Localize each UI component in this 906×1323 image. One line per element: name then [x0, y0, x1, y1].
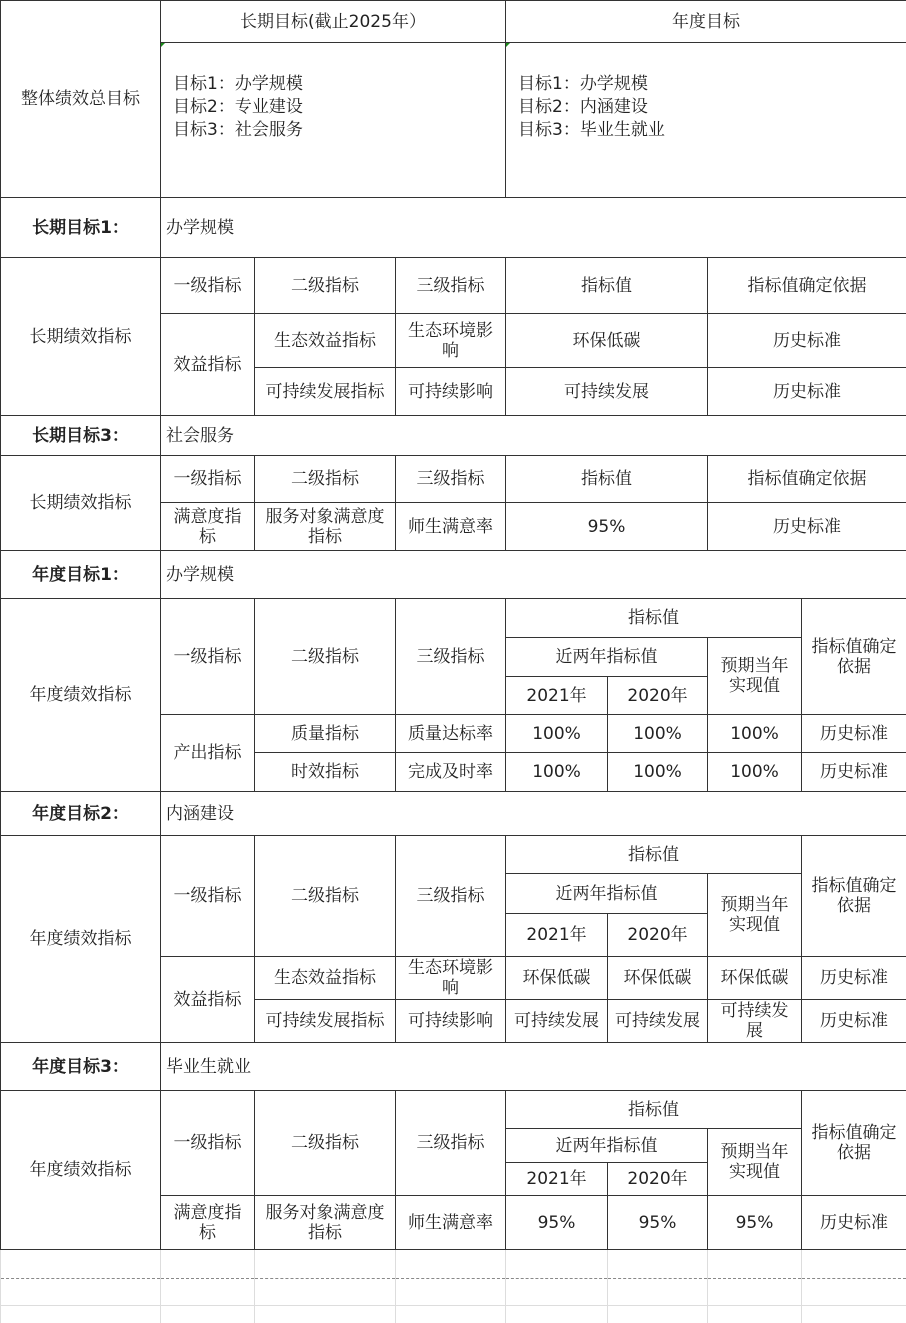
header-basis[interactable]: 指标值确定依据 — [708, 456, 906, 503]
header-level2[interactable]: 二级指标 — [255, 836, 396, 957]
level3-cell[interactable]: 可持续影响 — [396, 1000, 506, 1043]
annual-indicators-label[interactable]: 年度绩效指标 — [1, 836, 161, 1043]
header-level3[interactable]: 三级指标 — [396, 599, 506, 715]
empty-row — [1, 1250, 906, 1279]
header-level2[interactable]: 二级指标 — [255, 258, 396, 314]
empty-cell[interactable] — [396, 1306, 506, 1323]
level2-cell[interactable]: 服务对象满意度指标 — [255, 1196, 396, 1250]
header-expected[interactable]: 预期当年实现值 — [708, 638, 802, 715]
empty-cell[interactable] — [396, 1250, 506, 1279]
header-basis[interactable]: 指标值确定依据 — [802, 1091, 906, 1196]
header-expected[interactable]: 预期当年实现值 — [708, 874, 802, 957]
level2-cell[interactable]: 时效指标 — [255, 753, 396, 792]
empty-cell[interactable] — [255, 1279, 396, 1306]
basis-cell[interactable]: 历史标准 — [802, 957, 906, 1000]
basis-cell[interactable]: 历史标准 — [802, 1000, 906, 1043]
expected-cell[interactable]: 可持续发展 — [708, 1000, 802, 1043]
annual-goal-2-value[interactable]: 内涵建设 — [161, 792, 906, 836]
annual-goal-item: 目标3：毕业生就业 — [518, 120, 665, 140]
header-value[interactable]: 指标值 — [506, 836, 802, 874]
header-2021[interactable]: 2021年 — [506, 1163, 608, 1196]
empty-cell[interactable] — [506, 1250, 608, 1279]
header-basis[interactable]: 指标值确定依据 — [802, 836, 906, 957]
level3-cell[interactable]: 完成及时率 — [396, 753, 506, 792]
header-level3[interactable]: 三级指标 — [396, 456, 506, 503]
level2-cell[interactable]: 可持续发展指标 — [255, 1000, 396, 1043]
value-2020-cell[interactable]: 可持续发展 — [608, 1000, 708, 1043]
header-level3[interactable]: 三级指标 — [396, 836, 506, 957]
header-level1[interactable]: 一级指标 — [161, 258, 255, 314]
annual-goal-3-label[interactable]: 年度目标3： — [1, 1043, 161, 1091]
level2-cell[interactable]: 生态效益指标 — [255, 314, 396, 368]
overall-goal-label[interactable]: 整体绩效总目标 — [1, 1, 161, 198]
value-2020-cell[interactable]: 100% — [608, 715, 708, 753]
long-term-goal-item: 目标2：专业建设 — [173, 97, 303, 117]
header-2020[interactable]: 2020年 — [608, 914, 708, 957]
value-cell[interactable]: 环保低碳 — [506, 314, 708, 368]
level2-cell[interactable]: 可持续发展指标 — [255, 368, 396, 416]
level1-cell[interactable]: 满意度指标 — [161, 1196, 255, 1250]
value-2021-cell[interactable]: 100% — [506, 753, 608, 792]
value-2020-cell[interactable]: 100% — [608, 753, 708, 792]
header-value[interactable]: 指标值 — [506, 456, 708, 503]
long-goal-3-label[interactable]: 长期目标3： — [1, 416, 161, 456]
empty-row — [1, 1279, 906, 1306]
empty-cell[interactable] — [506, 1279, 608, 1306]
annual-indicators-label[interactable]: 年度绩效指标 — [1, 599, 161, 792]
empty-cell[interactable] — [708, 1279, 802, 1306]
header-level3[interactable]: 三级指标 — [396, 258, 506, 314]
value-2021-cell[interactable]: 95% — [506, 1196, 608, 1250]
empty-cell[interactable] — [608, 1279, 708, 1306]
long-term-goal-item: 目标1：办学规模 — [173, 74, 303, 94]
empty-cell[interactable] — [1, 1279, 161, 1306]
empty-cell[interactable] — [802, 1279, 906, 1306]
basis-cell[interactable]: 历史标准 — [708, 368, 906, 416]
empty-cell[interactable] — [255, 1250, 396, 1279]
annual-goal-item: 目标1：办学规模 — [518, 74, 648, 94]
value-cell[interactable]: 95% — [506, 503, 708, 551]
empty-cell[interactable] — [161, 1306, 255, 1323]
level3-cell[interactable]: 师生满意率 — [396, 503, 506, 551]
header-level1[interactable]: 一级指标 — [161, 836, 255, 957]
expected-cell[interactable]: 95% — [708, 1196, 802, 1250]
long-term-goals-cell[interactable] — [161, 43, 506, 198]
empty-cell[interactable] — [802, 1250, 906, 1279]
expected-cell[interactable]: 100% — [708, 715, 802, 753]
empty-cell[interactable] — [802, 1306, 906, 1323]
basis-cell[interactable]: 历史标准 — [802, 753, 906, 792]
header-expected[interactable]: 预期当年实现值 — [708, 1129, 802, 1196]
long-term-goal-header[interactable]: 长期目标(截止2025年） — [161, 1, 506, 43]
comment-indicator-icon — [161, 43, 165, 47]
level2-cell[interactable]: 生态效益指标 — [255, 957, 396, 1000]
level2-cell[interactable]: 质量指标 — [255, 715, 396, 753]
level3-cell[interactable]: 生态环境影响 — [396, 314, 506, 368]
basis-cell[interactable]: 历史标准 — [802, 715, 906, 753]
level3-cell[interactable]: 师生满意率 — [396, 1196, 506, 1250]
expected-cell[interactable]: 环保低碳 — [708, 957, 802, 1000]
empty-cell[interactable] — [608, 1306, 708, 1323]
value-2020-cell[interactable]: 95% — [608, 1196, 708, 1250]
level1-cell[interactable]: 产出指标 — [161, 715, 255, 792]
long-goal-1-label[interactable]: 长期目标1： — [1, 198, 161, 258]
empty-cell[interactable] — [161, 1279, 255, 1306]
header-level2[interactable]: 二级指标 — [255, 1091, 396, 1196]
level3-cell[interactable]: 质量达标率 — [396, 715, 506, 753]
value-2020-cell[interactable]: 环保低碳 — [608, 957, 708, 1000]
basis-cell[interactable]: 历史标准 — [708, 314, 906, 368]
level1-cell[interactable]: 效益指标 — [161, 314, 255, 416]
long-goal-1-value[interactable]: 办学规模 — [161, 198, 906, 258]
empty-cell[interactable] — [1, 1250, 161, 1279]
long-term-goal-item: 目标3：社会服务 — [173, 120, 303, 140]
header-basis[interactable]: 指标值确定依据 — [802, 599, 906, 715]
header-level1[interactable]: 一级指标 — [161, 599, 255, 715]
header-level3[interactable]: 三级指标 — [396, 1091, 506, 1196]
comment-indicator-icon — [506, 43, 510, 47]
level2-cell[interactable]: 服务对象满意度指标 — [255, 503, 396, 551]
empty-cell[interactable] — [396, 1279, 506, 1306]
annual-goal-1-value[interactable]: 办学规模 — [161, 551, 906, 599]
annual-goal-header[interactable]: 年度目标 — [506, 1, 906, 43]
header-basis[interactable]: 指标值确定依据 — [708, 258, 906, 314]
empty-cell[interactable] — [708, 1250, 802, 1279]
header-level1[interactable]: 一级指标 — [161, 1091, 255, 1196]
empty-cell[interactable] — [708, 1306, 802, 1323]
header-recent-values[interactable]: 近两年指标值 — [506, 638, 708, 677]
empty-cell[interactable] — [1, 1306, 161, 1323]
long-goal-3-value[interactable]: 社会服务 — [161, 416, 906, 456]
long-indicators-label[interactable]: 长期绩效指标 — [1, 456, 161, 551]
value-2021-cell[interactable]: 环保低碳 — [506, 957, 608, 1000]
annual-goals-cell[interactable] — [506, 43, 906, 198]
annual-goal-item: 目标2：内涵建设 — [518, 97, 648, 117]
header-recent-values[interactable]: 近两年指标值 — [506, 1129, 708, 1163]
header-level2[interactable]: 二级指标 — [255, 599, 396, 715]
value-2021-cell[interactable]: 可持续发展 — [506, 1000, 608, 1043]
basis-cell[interactable]: 历史标准 — [802, 1196, 906, 1250]
header-2021[interactable]: 2021年 — [506, 677, 608, 715]
level3-cell[interactable]: 生态环境影响 — [396, 957, 506, 1000]
header-level1[interactable]: 一级指标 — [161, 456, 255, 503]
header-value[interactable]: 指标值 — [506, 258, 708, 314]
value-cell[interactable]: 可持续发展 — [506, 368, 708, 416]
empty-cell[interactable] — [255, 1306, 396, 1323]
header-2021[interactable]: 2021年 — [506, 914, 608, 957]
annual-goal-3-value[interactable]: 毕业生就业 — [161, 1043, 906, 1091]
empty-cell[interactable] — [608, 1250, 708, 1279]
header-2020[interactable]: 2020年 — [608, 677, 708, 715]
header-level2[interactable]: 二级指标 — [255, 456, 396, 503]
empty-cell[interactable] — [506, 1306, 608, 1323]
header-value[interactable]: 指标值 — [506, 1091, 802, 1129]
value-2021-cell[interactable]: 100% — [506, 715, 608, 753]
basis-cell[interactable]: 历史标准 — [708, 503, 906, 551]
level1-cell[interactable]: 满意度指标 — [161, 503, 255, 551]
long-indicators-label[interactable]: 长期绩效指标 — [1, 258, 161, 416]
level3-cell[interactable]: 可持续影响 — [396, 368, 506, 416]
level1-cell[interactable]: 效益指标 — [161, 957, 255, 1043]
header-value[interactable]: 指标值 — [506, 599, 802, 638]
annual-indicators-label[interactable]: 年度绩效指标 — [1, 1091, 161, 1250]
expected-cell[interactable]: 100% — [708, 753, 802, 792]
annual-goal-2-label[interactable]: 年度目标2： — [1, 792, 161, 836]
empty-row — [1, 1306, 906, 1323]
annual-goal-1-label[interactable]: 年度目标1： — [1, 551, 161, 599]
empty-cell[interactable] — [161, 1250, 255, 1279]
header-recent-values[interactable]: 近两年指标值 — [506, 874, 708, 914]
header-2020[interactable]: 2020年 — [608, 1163, 708, 1196]
